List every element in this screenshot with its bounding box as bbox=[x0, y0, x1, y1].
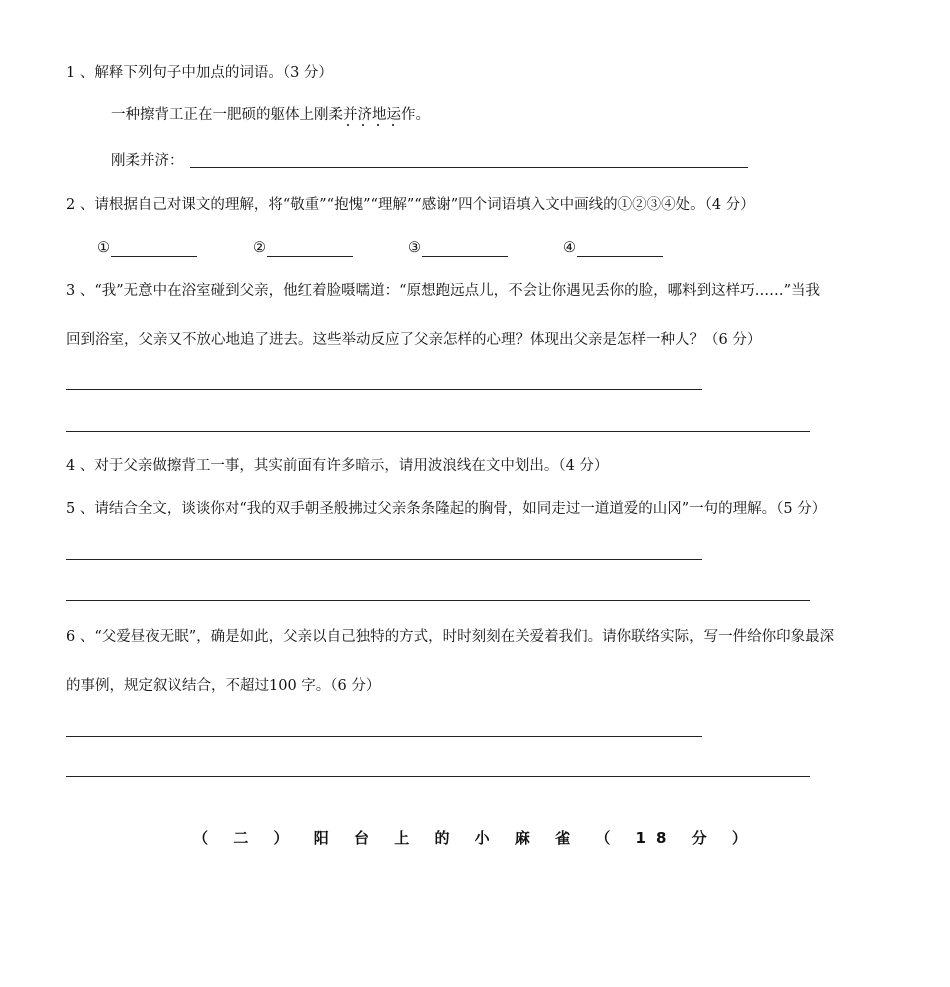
q2-blank-1[interactable] bbox=[97, 239, 197, 257]
q6-line-1: 6 、“父爱昼夜无眠”，确是如此，父亲以自己独特的方式，时时刻刻在关爱着我们。请你联络实际，写一件给你印象最深 bbox=[66, 629, 835, 645]
answer-blank[interactable] bbox=[577, 242, 663, 257]
q5-title: 5 、请结合全文，谈谈你对“我的双手朝圣般拂过父亲条条隆起的胸骨，如同走过一道道爱的山冈”一句的理解。（5 分） bbox=[66, 501, 827, 517]
q3-line-1: 3 、“我”无意中在浴室碰到父亲，他红着脸嗫嚅道：“原想跑远点儿，不会让你遇见丢你的脸，哪料到这样巧……”当我 bbox=[66, 283, 820, 299]
q3-answer-line[interactable] bbox=[66, 431, 810, 432]
q5-answer-line[interactable] bbox=[66, 600, 810, 601]
q6-answer-line[interactable] bbox=[66, 776, 810, 777]
q5-answer-line[interactable] bbox=[66, 559, 702, 560]
q6-line-2: 的事例，规定叙议结合，不超过100 字。（6 分） bbox=[66, 678, 381, 694]
emphasis-dot bbox=[362, 124, 364, 126]
q1-sentence: 一种擦背工正在一肥硕的躯体上刚柔并济地运作。 bbox=[111, 107, 430, 123]
q2-blank-3[interactable] bbox=[408, 239, 508, 257]
q1-answer-label: 刚柔并济： bbox=[111, 153, 184, 169]
q1-answer-line[interactable] bbox=[190, 167, 748, 168]
blank-number: ③ bbox=[408, 240, 421, 256]
q3-line-2: 回到浴室，父亲又不放心地追了进去。这些举动反应了父亲怎样的心理？体现出父亲是怎样一种人？（6 分） bbox=[66, 332, 762, 348]
emphasis-dot bbox=[392, 124, 394, 126]
answer-blank[interactable] bbox=[111, 242, 197, 257]
emphasis-dot bbox=[377, 124, 379, 126]
section-heading: （ 二 ） 阳 台 上 的 小 麻 雀 （ 18 分 ） bbox=[193, 829, 757, 847]
q1-title: 1 、解释下列句子中加点的词语。（3 分） bbox=[66, 65, 333, 81]
q2-blank-4[interactable] bbox=[563, 239, 663, 257]
emphasis-dot bbox=[347, 124, 349, 126]
answer-blank[interactable] bbox=[422, 242, 508, 257]
q2-title: 2 、请根据自己对课文的理解，将“敬重”“抱愧”“理解”“感谢”四个词语填入文中画线的①②③④处。（4 分） bbox=[66, 197, 755, 213]
answer-blank[interactable] bbox=[267, 242, 353, 257]
q4-title: 4 、对于父亲做擦背工一事，其实前面有许多暗示，请用波浪线在文中划出。（4 分） bbox=[66, 458, 609, 474]
q3-answer-line[interactable] bbox=[66, 389, 702, 390]
q2-blank-2[interactable] bbox=[253, 239, 353, 257]
blank-number: ① bbox=[97, 240, 110, 256]
q6-answer-line[interactable] bbox=[66, 736, 702, 737]
blank-number: ④ bbox=[563, 240, 576, 256]
blank-number: ② bbox=[253, 240, 266, 256]
